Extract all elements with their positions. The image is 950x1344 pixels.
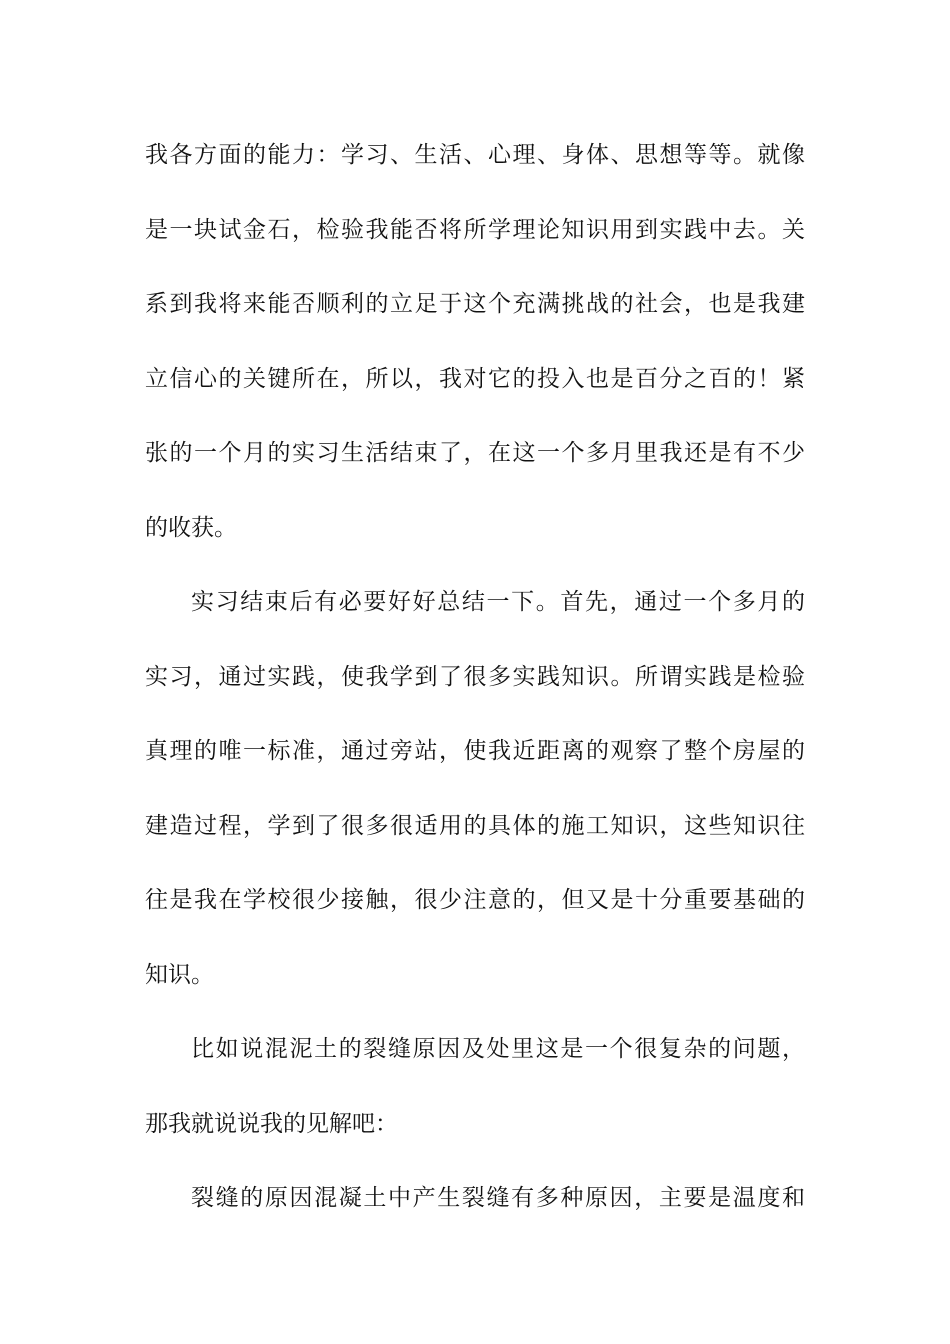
- text-line: 知识。: [145, 961, 214, 988]
- document-body: [145, 118, 805, 1236]
- text-line: 建造过程，学到了很多很适用的具体的施工知识，这些知识往: [145, 812, 805, 839]
- paragraph-first-line: 裂缝的原因混凝土中产生裂缝有多种原因，主要是温度和: [191, 1185, 805, 1211]
- text-line: 张的一个月的实习生活结束了，在这一个多月里我还是有不少: [145, 440, 805, 466]
- text-line: 我各方面的能力：学习、生活、心理、身体、思想等等。就像: [145, 142, 805, 168]
- text-line: 的收获。: [145, 514, 237, 541]
- text-line: 系到我将来能否顺利的立足于这个充满挑战的社会，也是我建: [145, 291, 805, 317]
- text-line: 那我就说说我的见解吧：: [145, 1110, 398, 1137]
- text-line: 是一块试金石，检验我能否将所学理论知识用到实践中去。关: [145, 216, 805, 243]
- text-line: 真理的唯一标准，通过旁站，使我近距离的观察了整个房屋的: [145, 738, 805, 764]
- text-line: 立信心的关键所在，所以，我对它的投入也是百分之百的！紧: [145, 365, 805, 392]
- paragraph-first-line: 比如说混泥土的裂缝原因及处里这是一个很复杂的问题，: [191, 1036, 805, 1062]
- text-line: 往是我在学校很少接触，很少注意的，但又是十分重要基础的: [145, 887, 805, 913]
- paragraph-first-line: 实习结束后有必要好好总结一下。首先，通过一个多月的: [191, 589, 805, 615]
- text-line: 实习，通过实践，使我学到了很多实践知识。所谓实践是检验: [145, 663, 805, 690]
